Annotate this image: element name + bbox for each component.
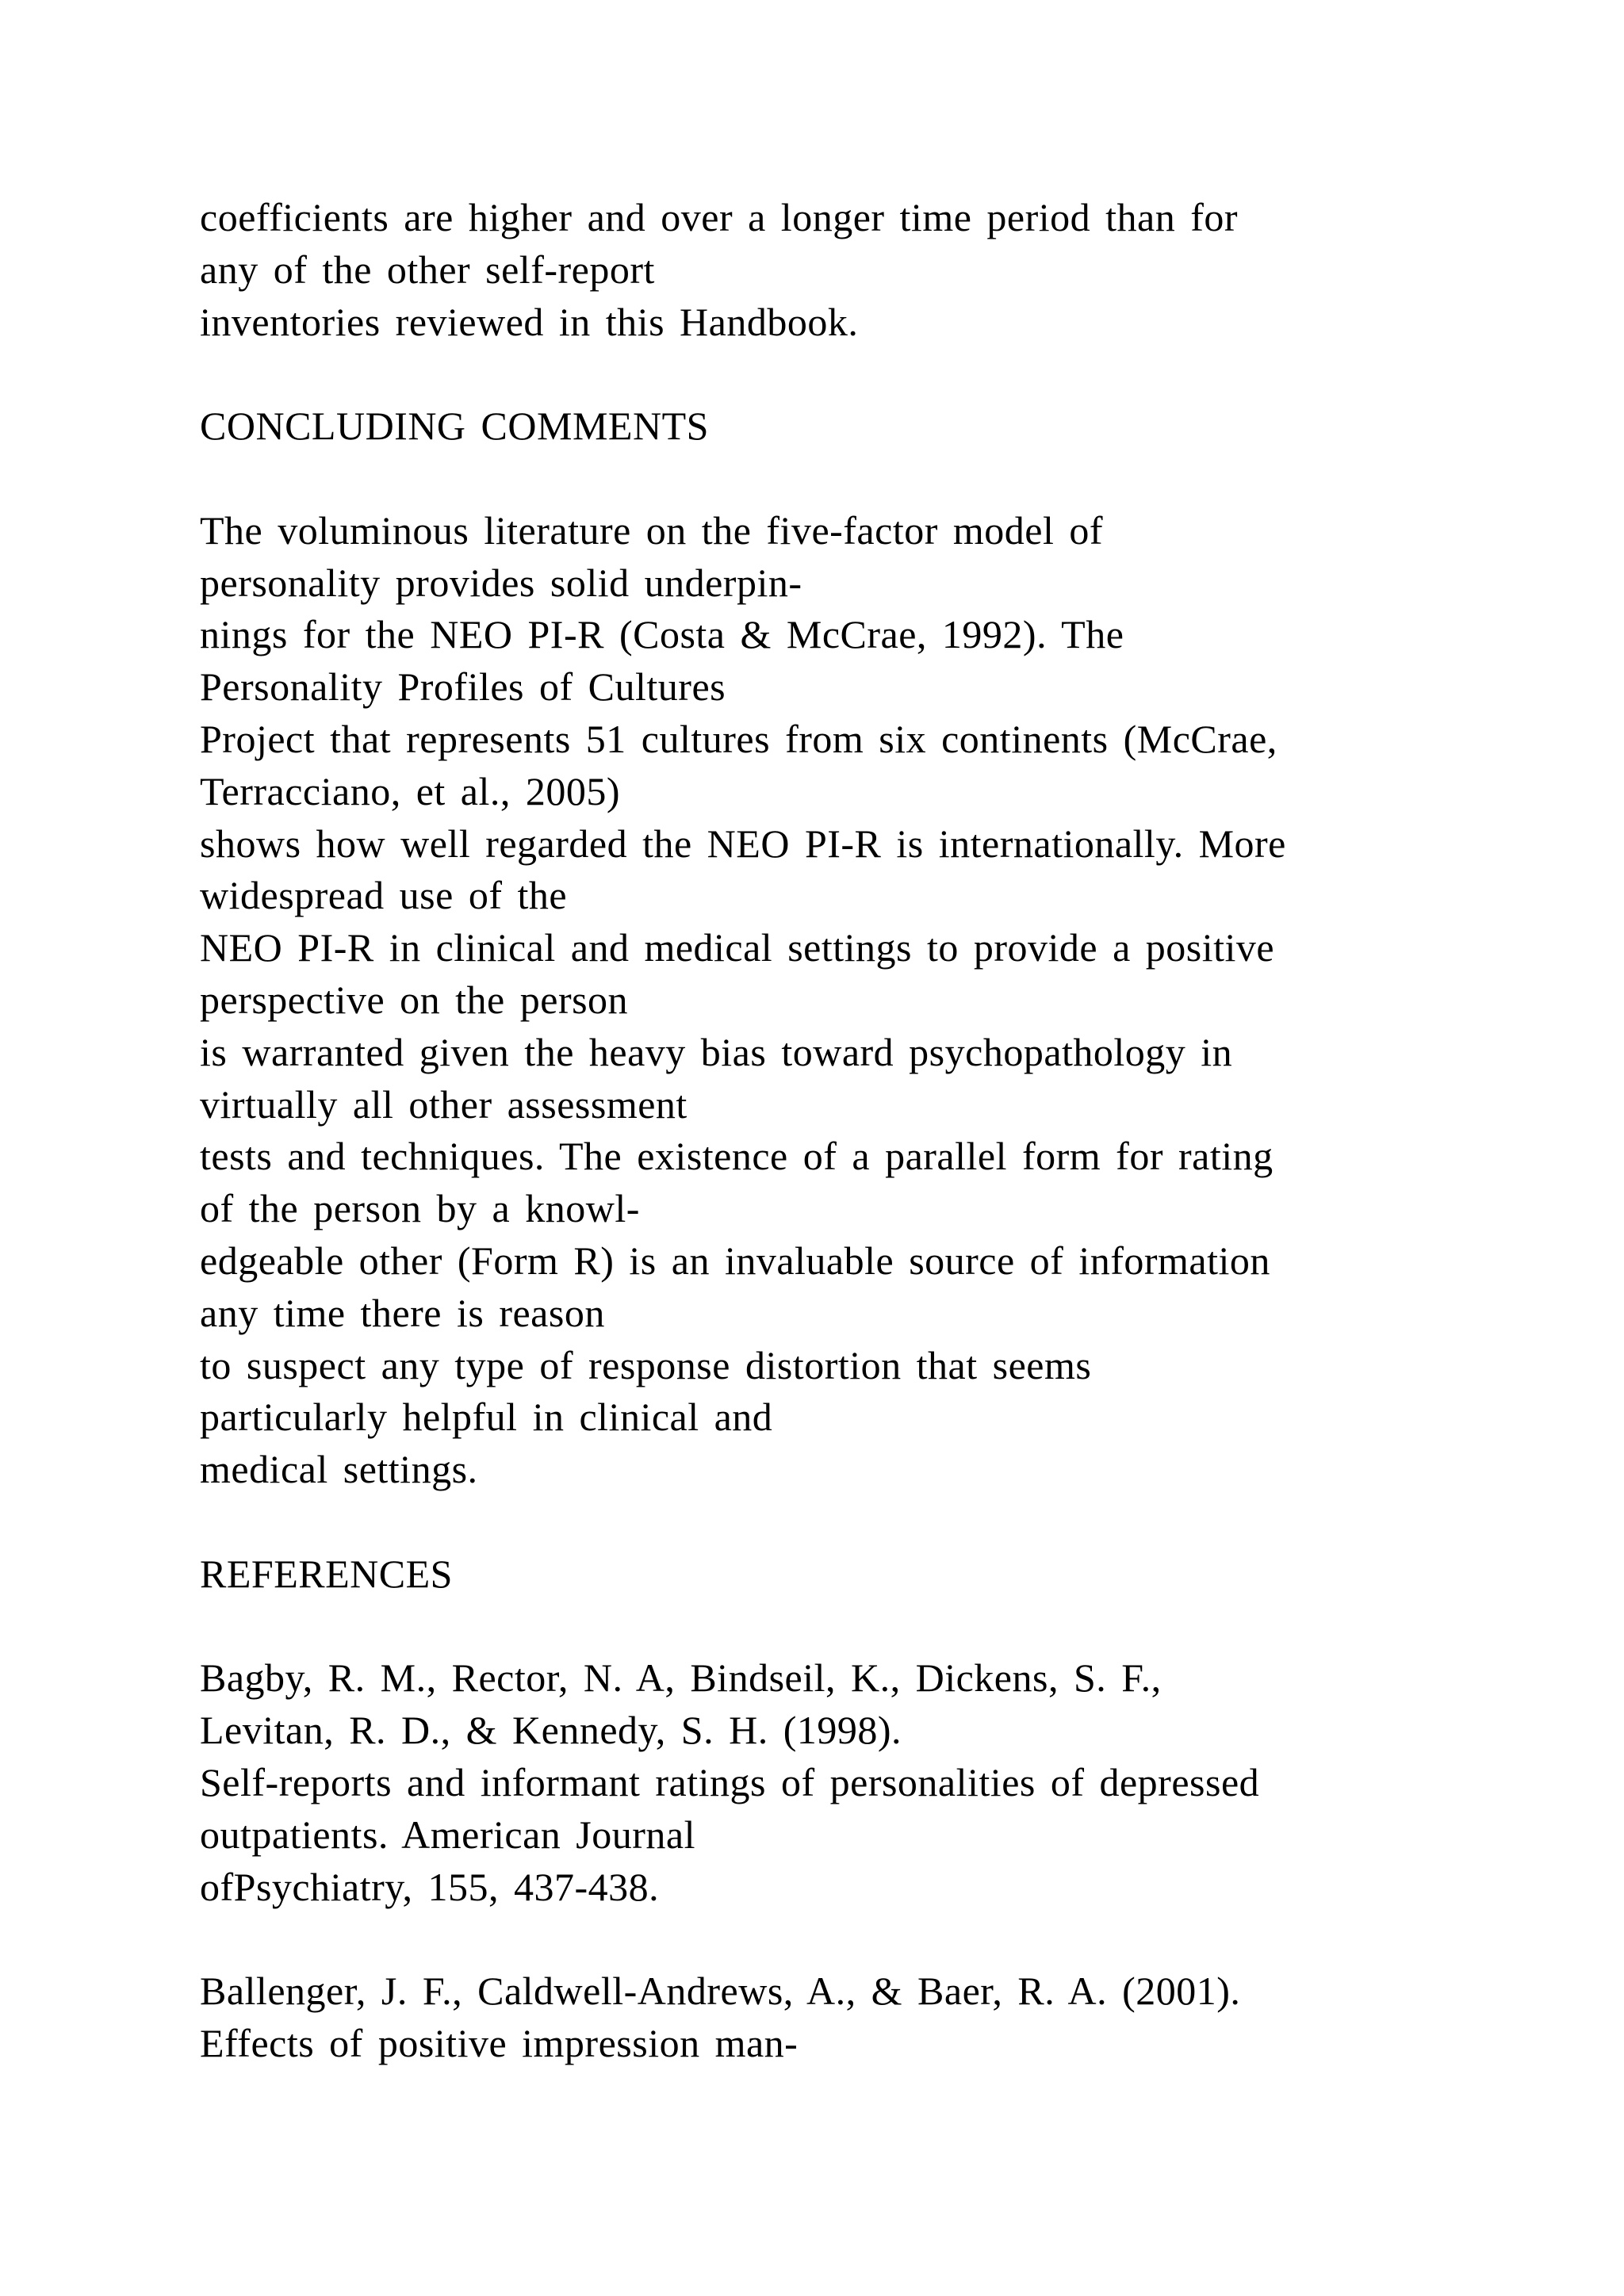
reference-line: Levitan, R. D., & Kennedy, S. H. (1998).: [200, 1708, 902, 1753]
paragraph-spacer: [200, 348, 1500, 400]
reference-line: ofPsychiatry, 155, 437-438.: [200, 1864, 660, 1909]
section-heading-references: REFERENCES: [200, 1551, 453, 1596]
concluding-line: to suspect any type of response distortion that seems: [200, 1342, 1092, 1387]
concluding-line: Terracciano, et al., 2005): [200, 768, 621, 813]
concluding-line: nings for the NEO PI-R (Costa & McCrae, 1992). The: [200, 612, 1124, 657]
concluding-line: particularly helpful in clinical and: [200, 1395, 773, 1440]
intro-line: any of the other self-report: [200, 247, 655, 292]
concluding-line: is warranted given the heavy bias toward psychopathology in: [200, 1029, 1233, 1074]
concluding-line: The voluminous literature on the five-factor model of: [200, 507, 1103, 553]
reference-line: Effects of positive impression man-: [200, 2020, 799, 2065]
reference-line: Bagby, R. M., Rector, N. A, Bindseil, K., Dickens, S. F.,: [200, 1655, 1162, 1701]
reference-line: outpatients. American Journal: [200, 1812, 695, 1857]
concluding-line: Personality Profiles of Cultures: [200, 664, 726, 710]
concluding-line: personality provides solid underpin-: [200, 560, 802, 605]
paragraph-spacer: [200, 453, 1500, 505]
concluding-line: edgeable other (Form R) is an invaluable source of information: [200, 1238, 1270, 1283]
concluding-line: widespread use of the: [200, 873, 568, 918]
reference-line: Ballenger, J. F., Caldwell-Andrews, A., & Baer, R. A. (2001).: [200, 1969, 1241, 2014]
section-heading-concluding: CONCLUDING COMMENTS: [200, 404, 709, 449]
reference-line: Self-reports and informant ratings of personalities of depressed: [200, 1759, 1260, 1804]
paragraph-spacer: [200, 1496, 1500, 1548]
concluding-line: Project that represents 51 cultures from six continents (McCrae,: [200, 716, 1277, 761]
concluding-line: tests and techniques. The existence of a parallel form for rating: [200, 1134, 1274, 1179]
concluding-line: perspective on the person: [200, 977, 629, 1022]
intro-line: inventories reviewed in this Handbook.: [200, 299, 859, 344]
concluding-line: NEO PI-R in clinical and medical settings to provide a positive: [200, 925, 1275, 970]
paragraph-spacer: [200, 1601, 1500, 1653]
paragraph-spacer: [200, 1913, 1500, 1965]
concluding-line: shows how well regarded the NEO PI-R is internationally. More: [200, 821, 1286, 866]
intro-line: coefficients are higher and over a longer time period than for: [200, 195, 1239, 239]
concluding-line: of the person by a knowl-: [200, 1186, 640, 1231]
concluding-line: any time there is reason: [200, 1290, 605, 1335]
concluding-line: virtually all other assessment: [200, 1081, 688, 1127]
document-text: [200, 192, 1500, 2070]
concluding-line: medical settings.: [200, 1447, 478, 1492]
